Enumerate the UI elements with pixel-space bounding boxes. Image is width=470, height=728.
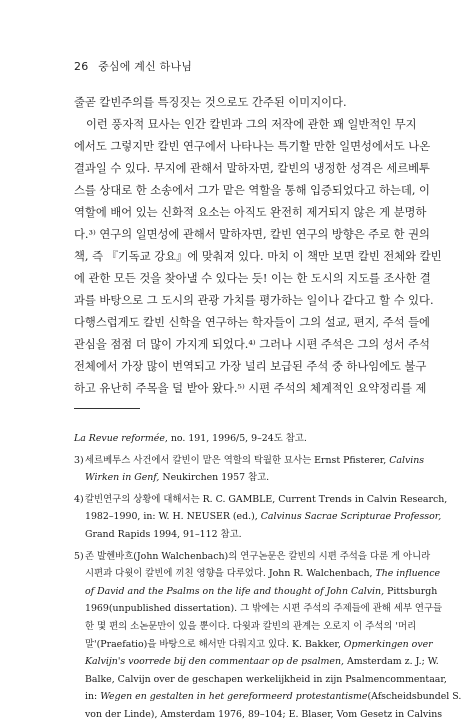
body-line: 하고 유난히 주목을 덜 받아 왔다.⁵⁾ 시편 주석의 체계적인 요약정리를 제 <box>74 382 427 395</box>
footnote-text: von der Linde), Amsterdam 1976, 89–104; E. Blaser, Vom Gesetz in Calvins <box>85 708 443 720</box>
footnote-text: Neukirchen 1957 참고. <box>159 472 270 484</box>
body-line: 책, 즉 『기독교 강요』에 맞춰져 있다. 마치 이 책만 보면 칼빈 전체와 칼빈 <box>74 250 442 263</box>
body-line: 역할에 배어 있는 신화적 요소는 아직도 완전히 제거되지 않은 게 분명하 <box>74 206 427 219</box>
book-title: Calvinus Sacrae Scripturae Professor, <box>260 511 442 523</box>
book-title: Calvins <box>389 454 425 466</box>
body-line: 다행스럽게도 칼빈 신학을 연구하는 학자들이 그의 설교, 편지, 주석 들에 <box>74 316 430 329</box>
footnote-text: Grand Rapids 1994, 91–112 참고. <box>85 528 242 540</box>
footnote-number: 4) <box>74 493 84 505</box>
footnote-3 <box>74 452 425 487</box>
body-line: 관심을 점점 더 많이 가지게 되었다.⁴⁾ 그러나 시편 주석은 그의 성서 주석 <box>74 338 430 351</box>
book-title: The influence <box>375 568 441 580</box>
footnote-text: 말'(Praefatio)을 바탕으로 해서만 다뤄지고 있다. K. Bakker, <box>85 638 344 650</box>
footnote-text: Amsterdam z. J.; W. <box>343 656 439 668</box>
page-number: 26 <box>74 60 89 73</box>
footnote-number: 5) <box>74 550 84 562</box>
body-line: 에 관한 모든 것을 찾아낼 수 있다는 듯! 이는 한 도시의 지도를 조사한 결 <box>74 272 431 285</box>
book-title: Wirken in Genf, <box>85 472 160 484</box>
running-title: 중심에 계신 하나님 <box>98 60 193 73</box>
book-title: of David and the Psalms on the life and thought of John Calvin, <box>85 585 385 597</box>
book-title: Opmerkingen over <box>343 638 433 650</box>
journal-title: La Revue reformée <box>74 433 165 444</box>
footnote-text: 1969(unpublished dissertation). 그 밖에는 시편 주석의 주제들에 관해 세부 연구들 <box>85 603 443 615</box>
body-line: 결과일 수 있다. 무지에 관해서 말하자면, 칼빈의 냉정한 성격은 세르베투 <box>74 162 430 175</box>
body-line: 이런 풍자적 묘사는 인간 칼빈과 그의 저작에 관한 꽤 일반적인 무지 <box>86 118 417 131</box>
body-text <box>74 92 442 400</box>
footnotes <box>74 430 462 728</box>
footnote-text: , no. 191, 1996/5, 9–24도 참고. <box>164 433 307 444</box>
footnote-divider <box>74 408 140 409</box>
footnote-text: Pittsburgh <box>384 585 438 597</box>
footnote-text: 시편과 다윗이 칼빈에 끼친 영향을 다루었다. John R. Walchenbach, <box>85 568 376 580</box>
running-header <box>74 58 192 74</box>
body-line: 다.³⁾ 연구의 일면성에 관해서 말하자면, 칼빈 연구의 방향은 주로 한 권의 <box>74 228 430 241</box>
footnote-text: Balke, Calvijn over de geschapen werkelijkheid in zijn Psalmencommentaar, <box>85 673 447 685</box>
footnote-text: 칼빈연구의 상황에 대해서는 R. C. GAMBLE, Current Trends in Calvin Research, <box>85 493 448 505</box>
footnote-text: 1982–1990, in: W. H. NEUSER (ed.), <box>85 511 261 523</box>
book-title: Wegen en gestalten in het gereformeerd protestantisme <box>100 691 368 703</box>
footnote-text: in: <box>85 691 101 703</box>
body-line: 에서도 그렇지만 칼빈 연구에서 나타나는 특기할 만한 일면성에서도 나온 <box>74 140 431 153</box>
footnote-continuation <box>74 430 392 448</box>
footnote-text: 세르베투스 사건에서 칼빈이 맡은 역할의 탁월한 묘사는 Ernst Pfisterer, <box>85 454 390 466</box>
book-title: Kalvijn's voorrede bij den commentaar op de psalmen, <box>85 656 344 668</box>
footnote-text: 존 발헨바흐(John Walchenbach)의 연구논문은 칼빈의 시편 주석을 다룬 게 아니라 <box>85 550 431 562</box>
footnote-text: 한 몇 편의 소논문만이 있을 뿐이다. 다윗과 칼빈의 관계는 오로지 이 주석의 '머리 <box>85 620 417 632</box>
footnote-text: (Afscheidsbundel S. <box>367 691 462 703</box>
body-line: 과를 바탕으로 그 도시의 관광 가치를 평가하는 일이나 같다고 할 수 있다. <box>74 294 434 307</box>
body-line: 전체에서 가장 많이 번역되고 가장 널리 보급된 주석 중 하나임에도 불구 <box>74 360 427 373</box>
body-line: 줄곧 칼빈주의를 특징짓는 것으로도 간주된 이미지이다. <box>74 96 347 109</box>
footnote-5 <box>74 548 462 724</box>
footnote-4 <box>74 491 448 544</box>
footnote-number: 3) <box>74 454 84 466</box>
body-line: 스를 상대로 한 소송에서 그가 맡은 역할을 통해 입증되었다고 하는데, 이 <box>74 184 430 197</box>
